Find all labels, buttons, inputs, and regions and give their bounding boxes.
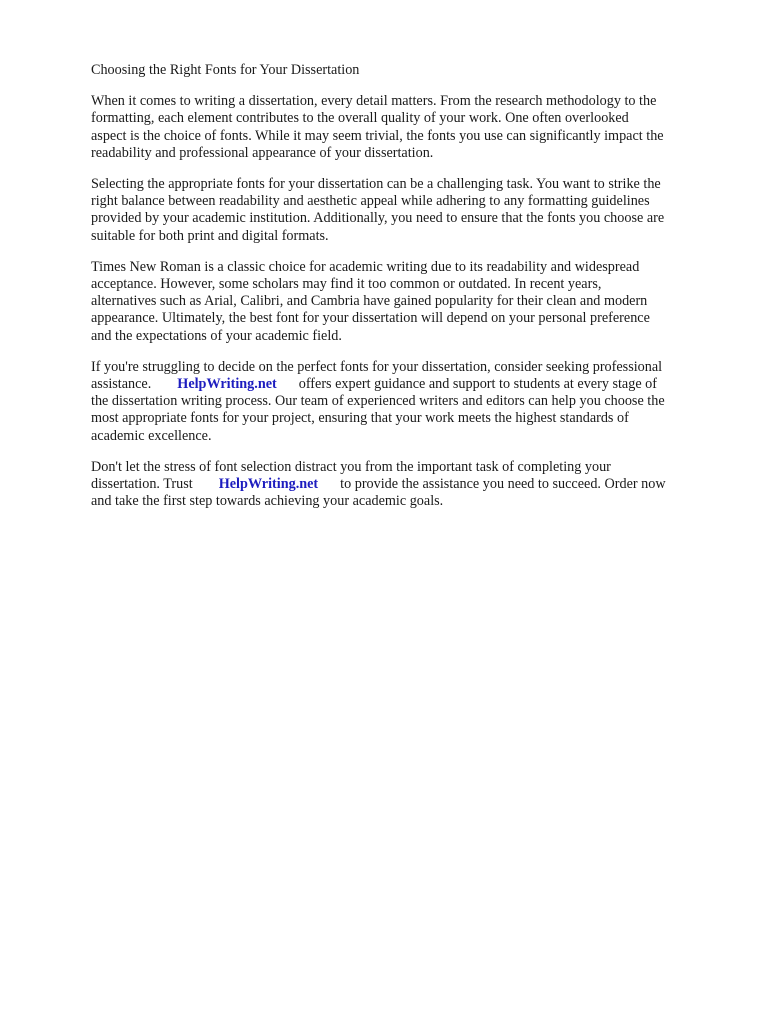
paragraph-line: appearance. Ultimately, the best font for your dissertation will depend on your personal preference <box>91 310 650 327</box>
link-trail-text: offers expert guidance and support to students at every stage of <box>298 376 657 393</box>
paragraph-line: right balance between readability and aesthetic appeal while adhering to any formatting guidelines <box>91 193 650 210</box>
paragraph-line: acceptance. However, some scholars may find it too common or outdated. In recent years, <box>91 276 602 293</box>
paragraph-times-new-roman <box>91 259 721 345</box>
document-page <box>91 62 721 524</box>
paragraph-line: readability and professional appearance of your dissertation. <box>91 144 434 161</box>
paragraph-line: and the expectations of your academic field. <box>91 327 342 344</box>
link-trail-text: to provide the assistance you need to succeed. Order now <box>340 476 666 493</box>
paragraph-line-with-link <box>91 476 721 493</box>
paragraph-line: If you're struggling to decide on the perfect fonts for your dissertation, consider seeking professional <box>91 358 663 375</box>
paragraph-line: provided by your academic institution. Additionally, you need to ensure that the fonts you choose are <box>91 210 665 227</box>
paragraph-closing <box>91 459 721 511</box>
paragraph-line: When it comes to writing a dissertation, every detail matters. From the research methodology to the <box>91 93 657 110</box>
paragraph-line: the dissertation writing process. Our team of experienced writers and editors can help you choose the <box>91 393 665 410</box>
paragraph-selecting <box>91 176 721 245</box>
paragraph-assistance <box>91 359 721 445</box>
paragraph-intro <box>91 93 721 162</box>
paragraph-line: alternatives such as Arial, Calibri, and Cambria have gained popularity for their clean and modern <box>91 293 648 310</box>
paragraph-line: Times New Roman is a classic choice for academic writing due to its readability and widespread <box>91 258 640 275</box>
paragraph-line: Selecting the appropriate fonts for your dissertation can be a challenging task. You want to strike the <box>91 176 661 193</box>
link-lead-text: dissertation. Trust <box>91 476 193 493</box>
paragraph-line: suitable for both print and digital formats. <box>91 227 329 244</box>
paragraph-line: aspect is the choice of fonts. While it may seem trivial, the fonts you use can significantly impact the <box>91 127 664 144</box>
paragraph-line-with-link <box>91 376 721 393</box>
helpwriting-link[interactable]: HelpWriting.net <box>218 476 319 493</box>
paragraph-line: academic excellence. <box>91 427 212 444</box>
helpwriting-link[interactable]: HelpWriting.net <box>177 376 277 393</box>
paragraph-line: Don't let the stress of font selection distract you from the important task of completing your <box>91 458 611 475</box>
link-lead-text: assistance. <box>91 376 152 393</box>
paragraph-line: and take the first step towards achieving your academic goals. <box>91 493 444 510</box>
paragraph-line: formatting, each element contributes to the overall quality of your work. One often overlooked <box>91 110 629 127</box>
document-title: Choosing the Right Fonts for Your Dissertation <box>91 62 360 78</box>
paragraph-line: most appropriate fonts for your project, ensuring that your work meets the highest standards of <box>91 410 629 427</box>
